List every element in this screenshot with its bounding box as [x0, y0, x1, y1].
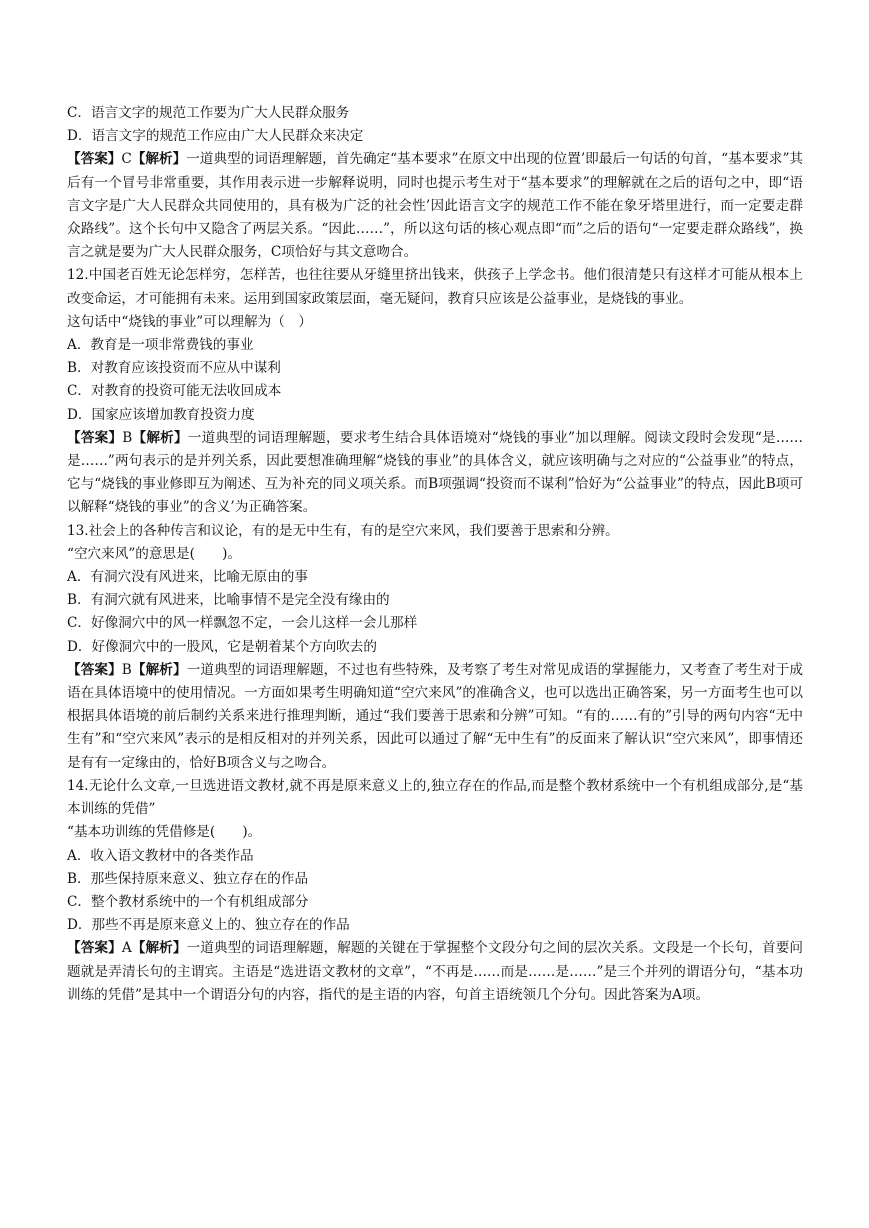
q12-stem: 12.中国老百姓无论怎样穷，怎样苦，也往往要从牙缝里挤出钱来，供孩子上学念书。他们很清楚只有这样才可能从根本上改变命运，才可能拥有未来。运用到国家政策层面，毫无疑问，教育只应该是公益事业，是烧钱的事业。 [67, 267, 803, 307]
document-page [67, 102, 803, 1007]
q14-option-c: C．整个教材系统中的一个有机组成部分 [67, 893, 309, 910]
q14-option-d: D．那些不再是原来意义上的、独立存在的作品 [67, 917, 350, 934]
analysis-text: 一道典型的词语理解题，要求考生结合具体语境对“烧钱的事业”加以理解。阅读文段时会发现“是……是……”两句表示的是并列关系，因此要想准确理解“烧钱的事业”的具体含义，就应该明确与之对应的“公益事业”的特点，它与“烧钱的事业修即互为阐述、互为补充的同义项关系。而B项强调“投资而不谋利”恰好为“公益事业”的特点，因此B项可以解释“烧钱的事业”的含义’为正确答案。 [67, 429, 804, 516]
q13-option-a: A．有洞穴没有风进来，比喻无原由的事 [67, 569, 308, 586]
q12-question: 这句话中“烧钱的事业”可以理解为（ ） [67, 313, 312, 330]
answer-letter: B [121, 661, 132, 678]
q14-answer-analysis [67, 937, 803, 1007]
analysis-tag: 【解析】 [132, 429, 188, 446]
q13-question: “空穴来风”的意思是( )。 [67, 545, 242, 562]
q13-answer-analysis [67, 659, 803, 775]
analysis-tag: 【解析】 [131, 940, 187, 957]
q14-option-a: A．收入语文教材中的各类作品 [67, 847, 254, 864]
answer-letter: A [121, 940, 132, 957]
q11-option-d: D．语言文字的规范工作应由广大人民群众来决定 [67, 128, 364, 145]
answer-tag: 【答案】 [67, 429, 123, 446]
q14-option-b: B．那些保持原来意义、独立存在的作品 [67, 870, 309, 887]
answer-letter: C [121, 151, 132, 168]
answer-letter: B [122, 429, 133, 446]
q11-option-c: C．语言文字的规范工作要为广大人民群众服务 [67, 105, 350, 121]
q12-option-d: D．国家应该增加教育投资力度 [67, 406, 255, 423]
q13-option-b: B．有洞穴就有风进来，比喻事情不是完全没有缘由的 [67, 592, 390, 609]
answer-tag: 【答案】 [67, 940, 122, 957]
analysis-text: 一道典型的词语理解题，解题的关键在于掌握整个文段分句之间的层次关系。文段是一个长句，首要问题就是弄清长句的主谓宾。主语是“选进语文教材的文章”，“不再是……而是……是……”是三个并列的谓语分句，“基本功训练的凭借”是其中一个谓语分句的内容，指代的是主语的内容，句首主语统领几个分句。因此答案为A项。 [67, 940, 804, 1003]
analysis-text: 一道典型的词语理解题，不过也有些特殊，及考察了考生对常见成语的掌握能力，又考查了考生对于成语在具体语境中的使用情况。一方面如果考生明确知道“空穴来风”的准确含义，也可以选出正确答案，另一方面考生也可以根据具体语境的前后制约关系来进行推理判断，通过“我们要善于思索和分辨”可知。“有的……有的”引导的两句内容“无中生有”和“空穴来风”表示的是相反相对的并列关系，因此可以通过了解“无中生有”的反面来了解认识“空穴来风”，即事情还是有有一定缘由的，恰好B项含义与之吻合。 [67, 661, 804, 771]
q13-option-c: C．好像洞穴中的风一样飘忽不定，一会儿这样一会儿那样 [67, 615, 418, 632]
answer-tag: 【答案】 [67, 151, 122, 168]
q12-option-c: C．对教育的投资可能无法收回成本 [67, 383, 282, 400]
q13-stem: 13.社会上的各种传言和议论，有的是无中生有，有的是空穴来风，我们要善于思索和分辨。 [67, 522, 619, 539]
q14-question: “基本功训练的凭借修是( )。 [67, 824, 262, 841]
q12-answer-analysis [67, 427, 803, 520]
analysis-tag: 【解析】 [131, 151, 187, 168]
q14-stem: 14.无论什么文章,一旦选进语文教材,就不再是原来意义上的,独立存在的作品,而是整个教材系统中一个有机组成部分,是“基本训练的凭借” [67, 777, 803, 818]
analysis-text: 一道典型的词语理解题，首先确定“基本要求”在原文中出现的位置’即最后一句话的句首，“基本要求”其后有一个冒号非常重要，其作用表示进一步解释说明，同时也提示考生对于“基本要求”的理解就在之后的语句之中，即“语言文字是广大人民群众共同使用的，具有极为广泛的社会性’因此语言文字的规范工作不能在象牙塔里进行，而一定要走群众路线”。这个长句中又隐含了两层关系。“因此……”，所以这句话的核心观点即“而”之后的语句“一定要走群众路线”，换言之就是要为广大人民群众服务，C项恰好与其文意吻合。 [67, 151, 804, 261]
q12-option-b: B．对教育应该投资而不应从中谋利 [67, 360, 281, 377]
q13-option-d: D．好像洞穴中的一股风，它是朝着某个方向吹去的 [67, 638, 377, 655]
analysis-tag: 【解析】 [131, 661, 187, 678]
q11-answer-analysis [67, 148, 803, 264]
q12-option-a: A．教育是一项非常费钱的事业 [67, 337, 254, 354]
answer-tag: 【答案】 [67, 661, 122, 678]
